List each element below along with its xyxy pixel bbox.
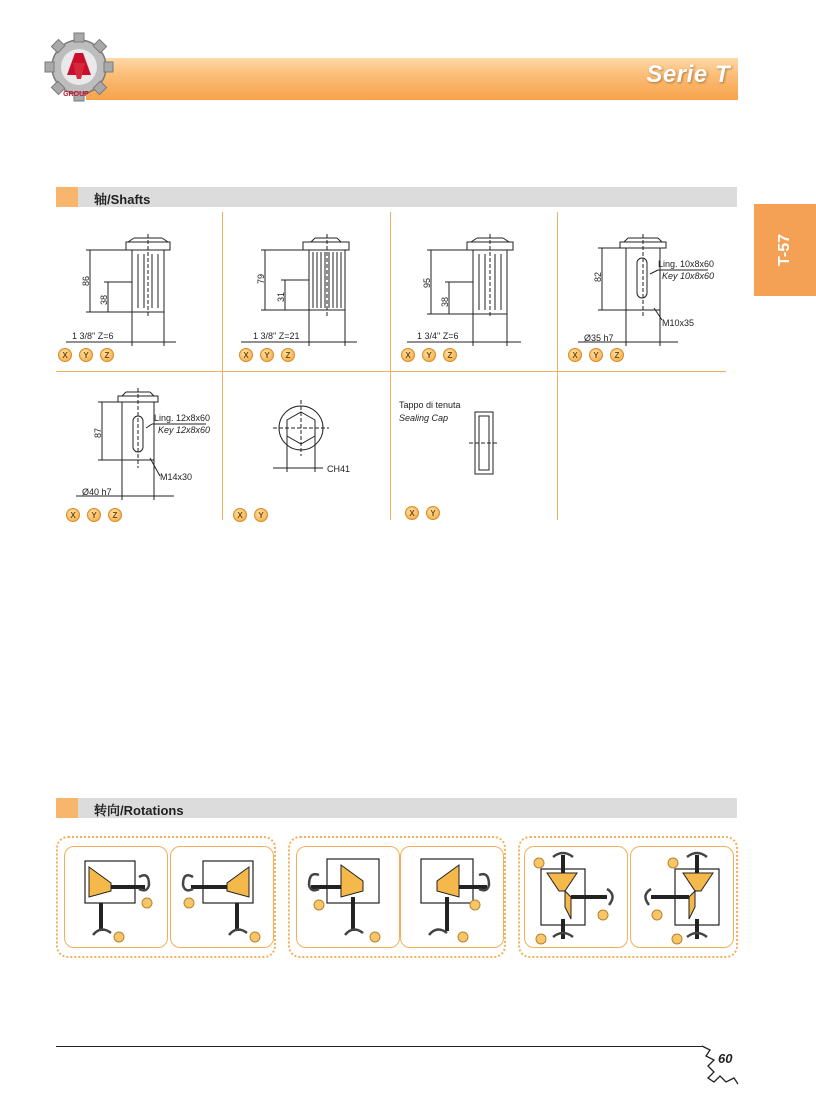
key-label-en: Key 12x8x60 bbox=[158, 425, 211, 435]
badge-y: Y bbox=[254, 508, 268, 522]
badge-x: X bbox=[233, 508, 247, 522]
badge-y: Y bbox=[260, 348, 274, 362]
axis-badges bbox=[233, 508, 268, 522]
svg-text:1 3/4" Z=6: 1 3/4" Z=6 bbox=[417, 331, 459, 341]
badge-z: Z bbox=[100, 348, 114, 362]
rotation-arrow-icon bbox=[525, 847, 627, 947]
rotation-arrow-icon bbox=[631, 847, 733, 947]
hex-adapter-drawing bbox=[223, 372, 390, 520]
axis-badges bbox=[58, 348, 114, 362]
rotation-arrow-icon bbox=[65, 847, 167, 947]
page-number: 60 bbox=[718, 1051, 733, 1066]
axis-badges bbox=[401, 348, 457, 362]
badge-x: X bbox=[239, 348, 253, 362]
sealing-cap-drawing bbox=[391, 372, 558, 520]
badge-z: Z bbox=[108, 508, 122, 522]
rotation-group-2 bbox=[288, 836, 506, 958]
rotation-arrow-icon bbox=[401, 847, 503, 947]
series-title: Serie T bbox=[646, 61, 730, 88]
splined-shaft-drawing bbox=[223, 212, 390, 366]
svg-text:38: 38 bbox=[99, 294, 109, 305]
shaft-cell-7 bbox=[391, 372, 558, 526]
badge-z: Z bbox=[610, 348, 624, 362]
side-tab-label: T-57 bbox=[776, 233, 793, 267]
splined-shaft-drawing bbox=[56, 212, 223, 366]
section-swatch bbox=[56, 798, 78, 818]
section-title-shafts: 轴/Shafts bbox=[94, 192, 151, 207]
keyed-shaft-drawing bbox=[56, 372, 223, 520]
thread-label: M14x30 bbox=[160, 472, 193, 482]
splined-shaft-drawing bbox=[391, 212, 558, 366]
rotation-diagram bbox=[400, 846, 504, 948]
shaft-cell-3 bbox=[391, 212, 558, 366]
rotation-diagram bbox=[524, 846, 628, 948]
badge-x: X bbox=[401, 348, 415, 362]
axis-badges bbox=[405, 506, 440, 520]
svg-text:82: 82 bbox=[593, 271, 603, 282]
badge-y: Y bbox=[589, 348, 603, 362]
shaft-cell-5 bbox=[56, 372, 223, 526]
logo-gear-icon bbox=[44, 32, 114, 102]
svg-text:38: 38 bbox=[440, 296, 450, 307]
key-label-it: Ling. 12x8x60 bbox=[154, 413, 211, 423]
svg-text:87: 87 bbox=[93, 427, 103, 438]
badge-x: X bbox=[66, 508, 80, 522]
rotation-diagram bbox=[64, 846, 168, 948]
svg-text:31: 31 bbox=[276, 291, 286, 302]
badge-y: Y bbox=[422, 348, 436, 362]
rotation-group-1 bbox=[56, 836, 276, 958]
cap-label-it: Tappo di tenuta bbox=[399, 400, 461, 410]
diameter-label: Ø35 h7 bbox=[584, 333, 614, 343]
svg-text:1 3/8" Z=21: 1 3/8" Z=21 bbox=[253, 331, 300, 341]
header-bar bbox=[86, 58, 738, 100]
axis-badges bbox=[66, 508, 122, 522]
badge-z: Z bbox=[443, 348, 457, 362]
rotation-arrow-icon bbox=[171, 847, 273, 947]
rotation-diagram bbox=[630, 846, 734, 948]
footer-rule bbox=[56, 1046, 702, 1047]
badge-x: X bbox=[568, 348, 582, 362]
cap-label-en: Sealing Cap bbox=[399, 413, 449, 423]
shaft-cell-1 bbox=[56, 212, 223, 366]
svg-text:79: 79 bbox=[256, 273, 266, 284]
section-bar-shafts bbox=[56, 187, 737, 207]
hex-label: CH41 bbox=[327, 464, 351, 474]
thread-label: M10x35 bbox=[662, 318, 695, 328]
rotation-arrow-icon bbox=[297, 847, 399, 947]
shafts-grid bbox=[56, 212, 726, 520]
diameter-label: Ø40 h7 bbox=[82, 487, 112, 497]
side-tab[interactable] bbox=[754, 204, 816, 296]
badge-x: X bbox=[405, 506, 419, 520]
svg-text:86: 86 bbox=[81, 275, 91, 286]
shaft-cell-2 bbox=[223, 212, 390, 366]
section-bar-rotations bbox=[56, 798, 737, 818]
badge-y: Y bbox=[87, 508, 101, 522]
axis-badges bbox=[568, 348, 624, 362]
badge-x: X bbox=[58, 348, 72, 362]
key-label-en: Key 10x8x60 bbox=[662, 271, 715, 281]
svg-text:95: 95 bbox=[422, 277, 432, 288]
svg-text:1 3/8" Z=6: 1 3/8" Z=6 bbox=[72, 331, 114, 341]
rotation-group-3 bbox=[518, 836, 738, 958]
section-title-rotations: 转向/Rotations bbox=[94, 803, 184, 818]
svg-text:GROUP: GROUP bbox=[63, 91, 89, 98]
axis-badges bbox=[239, 348, 295, 362]
badge-y: Y bbox=[79, 348, 93, 362]
badge-z: Z bbox=[281, 348, 295, 362]
rotation-diagram bbox=[296, 846, 400, 948]
rotation-diagram bbox=[170, 846, 274, 948]
badge-y: Y bbox=[426, 506, 440, 520]
shaft-cell-4 bbox=[558, 212, 725, 366]
shaft-cell-6 bbox=[223, 372, 390, 526]
key-label-it: Ling. 10x8x60 bbox=[658, 259, 715, 269]
section-swatch bbox=[56, 187, 78, 207]
shaft-cell-empty bbox=[558, 372, 725, 526]
